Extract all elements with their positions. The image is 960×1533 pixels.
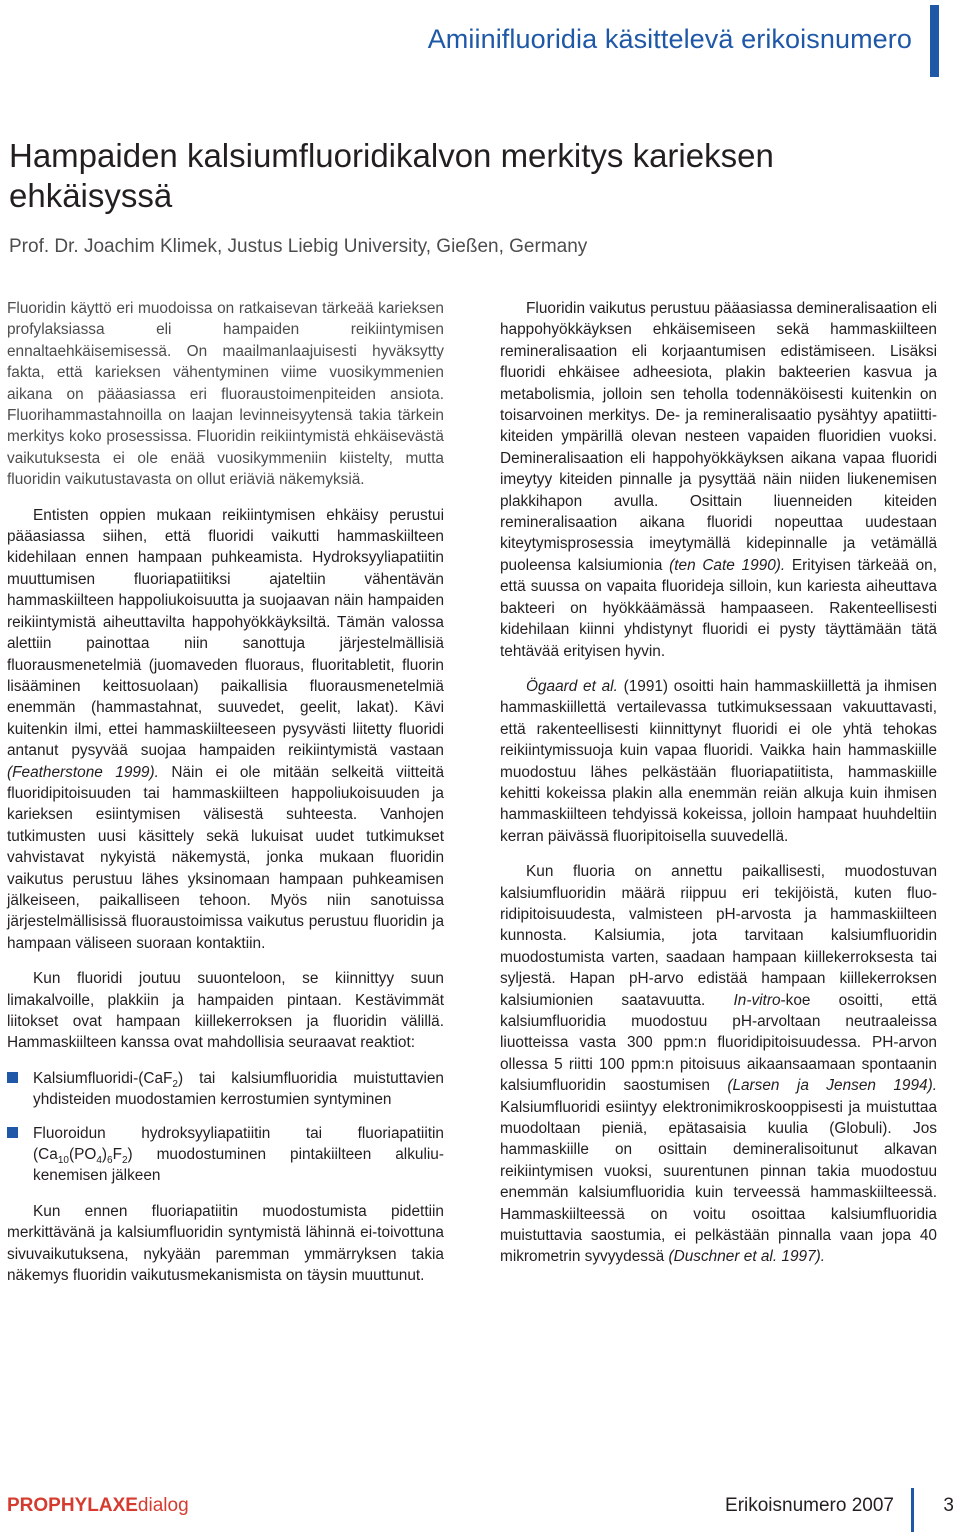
paragraph: Ögaard et al. (1991) osoitti hain hammaskiillettä ja ihmisen hammaskiillettä vertailevassa tutkimuksessaan vakuuttavasti, että rakenteellisesti kiinnittynyt fluoridi ei ole yhtä tehokas reikiintymissuoja kuin vapaa fluoridi. Vaikka hain hammaskiille muodostuu lähes pelkästään fluoriapatiitista, hammaskiille kehitti kokeissa plakin alla enemmän reiän alkuja kuin ihmisen hammaskiilteen tehdyissä kokeissa, jolloin hampaat huuhdeltiin kerran päivässä fluoripitoisella suuvedellä. (500, 677, 937, 845)
article-author: Prof. Dr. Joachim Klimek, Justus Liebig University, Gießen, Germany (9, 236, 588, 257)
citation: Ögaard et al. (526, 677, 618, 695)
publication-logo: PROPHYLAXEdialog (7, 1495, 189, 1516)
bullet-square-icon (7, 1072, 18, 1083)
section-title: Amiinifluoridia käsittelevä erikoisnumero (427, 24, 912, 54)
citation: (Duschner et al. 1997). (668, 1248, 826, 1266)
left-column (7, 298, 444, 1300)
issue-label: Erikoisnumero 2007 (725, 1495, 894, 1516)
list-item: Fluoroidun hydroksyyliapatiitin tai fluoriapatiitin $(Ca_{10}(PO_4)_6F_2)$ muodostuminen pintakiilteen alkuliukenemisen jälkeen (7, 1123, 444, 1187)
paragraph: Kun fluoria on annettu paikallisesti, muodostuvan kalsiumfluoridin määrä riippuu eri tekijöistä, kuten fluoridipitoisuudesta, valmisteen pH-arvosta ja hammaskiilteen kunnosta. Kalsiumia, jota tarvitaan kalsiumfluoridin muodostumista varten, saadaan hampaan kiillekerroksesta tai syljestä. Hapan pH-arvo edistää hampaan kiillekerroksen kalsiumionien saatavuutta. In-vitro-koe osoitti, että kalsiumfluoridia muodostuu pH-arvoltaan neutraaleissa liuotteissa vasta 300 ppm:n fluoridipitoisuudessa. PH-arvon ollessa 5 riitti 100 ppm:n pitoisuus aikaansaamaan spontaanin kalsiumfluoridin saostumisen (Larsen ja Jensen 1994). Kalsiumfluoridi esiintyy elektronimikroskooppisesti ja muistuttaa muodoltaan pieniä, epätasaisia kuulia (Globuli). Jos hammaskiille on osittain demineralisoitunut alkavan reikiintymisen vuoksi, suurentunen pinnan takia muodostuu enemmän kalsiumfluoridia kuin terveessä hammaskiilteessä. Hammaskiilteessä on voitu osoittaa kalsiumfluoridia muistuttavia saostumia, ei pelkästään pinnalla vaan jopa 40 mikrometrin syvyydessä (Duschner et al. 1997). (500, 863, 937, 1266)
lead-paragraph: Fluoridin käyttö eri muodoissa on ratkaisevan tärkeää karieksen profylaksiassa eli hampaiden reikiintymisen ennaltaehkäisemisessä. On maailmanlaajuisesti hyväksytty fakta, että karieksen vähentyminen viime vuosikymmenien aikana on pääasiassa eri fluoraustoimenpiteiden ansiota. Fluorihammastahnoilla on laajan levinneisyytensä takia tärkein merkitys koko prosessissa. Fluoridin reikiintymistä ehkäisevästä vaikutuksesta ei ole enää vuosikymmeniin kiistelty, mutta fluoridin vaikutustavasta on ollut eriäviä näkemyksiä. (7, 300, 444, 489)
bullet-square-icon (7, 1127, 18, 1138)
paragraph: Entisten oppien mukaan reikiintymisen ehkäisy perustui pääasiassa siihen, että fluoridi vaikutti hammaskiilteen kidehilaan ennen hampaan puhkeamista. Hydroksyyliapatiitin muuttumisen fluoriapatiitiksi ajateltiin vähentävän hammaskiilteen happoliukoisuutta ja suojaavan näin hampaiden reikiintymistä aiheuttavilta happohyökkäyksiltä. Tämän valossa alettiin painottaa niin sanottuja järjestelmällisiä fluorausmenetelmiä (juomaveden fluoraus, fluoritabletit, fluorin lisääminen keittosuolaan) paikallisia fluorausmenetelmiä enemmän (hammastahnat, suuvedet, geelit, lakat). Kävi kuitenkin ilmi, ettei hammaskiilteeseen pysyvästi liitetty fluoridi antanut pysyvää suojaa hampaiden reikiintymistä vastaan (Featherstone 1999). Näin ei ole mitään selkeitä viitteitä fluoridipitoisuuden tai hammaskiilteen happoliukoisuuden ja karieksen esiintymisen välisestä suhteesta. Vanhojen tutkimusten uusi käsittely sekä lukuisat uudet tutkimukset vahvistavat nykyistä näkemystä, jonka mukaan fluoridin vaikutus perustuu lähes yksinomaan hampaan puhkeamisen jälkeiseen, paikalliseen tehoon. Myös niin sanotuissa järjestelmällisissä fluoraustoimissa vaikutus perustuu fluoridin ja hampaan väliseen suoraan kontaktiin. (7, 506, 445, 952)
header-accent-bar (930, 5, 939, 77)
list-item: Kalsiumfluoridi-(CaF$_2$) tai kalsiumfluoridia muistuttavien yhdisteiden muodostamien kerrostumien syntyminen (7, 1068, 444, 1111)
citation: (ten Cate 1990). (669, 556, 786, 574)
paragraph: Kun ennen fluoriapatiitin muodostumista pidettiin merkittävänä ja kalsiumfluoridin syntymistä lähinnä ei-toivottuna sivuvaikutuksena, nykyään paremman ymmärryksen takia näkemys fluoridin vaikutusmekanismista on täysin muuttunut. (7, 1202, 444, 1285)
right-column (500, 298, 937, 1282)
citation: (Featherstone 1999). (7, 763, 159, 781)
citation: (Larsen ja Jensen 1994). (727, 1077, 937, 1095)
reaction-list (7, 1068, 444, 1187)
article-title: Hampaiden kalsiumfluoridikalvon merkitys karieksen ehkäisyssä (9, 137, 774, 214)
page-number: 3 (943, 1495, 954, 1516)
paragraph: Kun fluoridi joutuu suuonteloon, se kiinnittyy suun limakalvoille, plakkiin ja hampaiden pintaan. Kestävimmät liitokset ovat hampaan kiillekerroksen ja fluoridin välillä. Hammaskiilteen kanssa ovat mahdollisia seuraavat reaktiot: (7, 970, 444, 1052)
footer-divider (911, 1488, 914, 1532)
paragraph: Fluoridin vaikutus perustuu pääasiassa demineralisaation eli happohyökkäyksen ehkäisemiseen sekä hammaskiilteen remineralisaation eli korjaantumisen edistämiseen. Lisäksi fluoridi ehkäisee adheesiota, plakin bakteerien kasvua ja metabolismia, jolloin sen teholla todennäköisesti kuitenkin on toisarvoinen merkitys. De- ja remineralisaatio pysähtyy apatiittikiteiden ympärillä olevan nesteen vapaiden fluoridien vuoksi. Demineralisaation eli happohyökkäyksen aikana vapaa fluoridi imeytyy kiteiden pinnalle ja pysyttää näin niiden liukenemisen plakkihapon avulla. Osittain liuenneiden kiteiden remineralisaation aikana fluoridi nopeuttaa uudestaan kiteytymisprosessia imeytymällä kidepinnalle ja vetämällä puoleensa kalsiumionia (ten Cate 1990). Erityisen tärkeää on, että suussa on vapaita fluorideja silloin, kun kariesta aiheuttava bakteeri on hyökkäämässä hampaaseen. Rakenteellisesti kidehilaan kiinni yhdistynyt fluoridi ei pysty täyttämään tätä tehtävää erityisen hyvin. (500, 300, 937, 660)
